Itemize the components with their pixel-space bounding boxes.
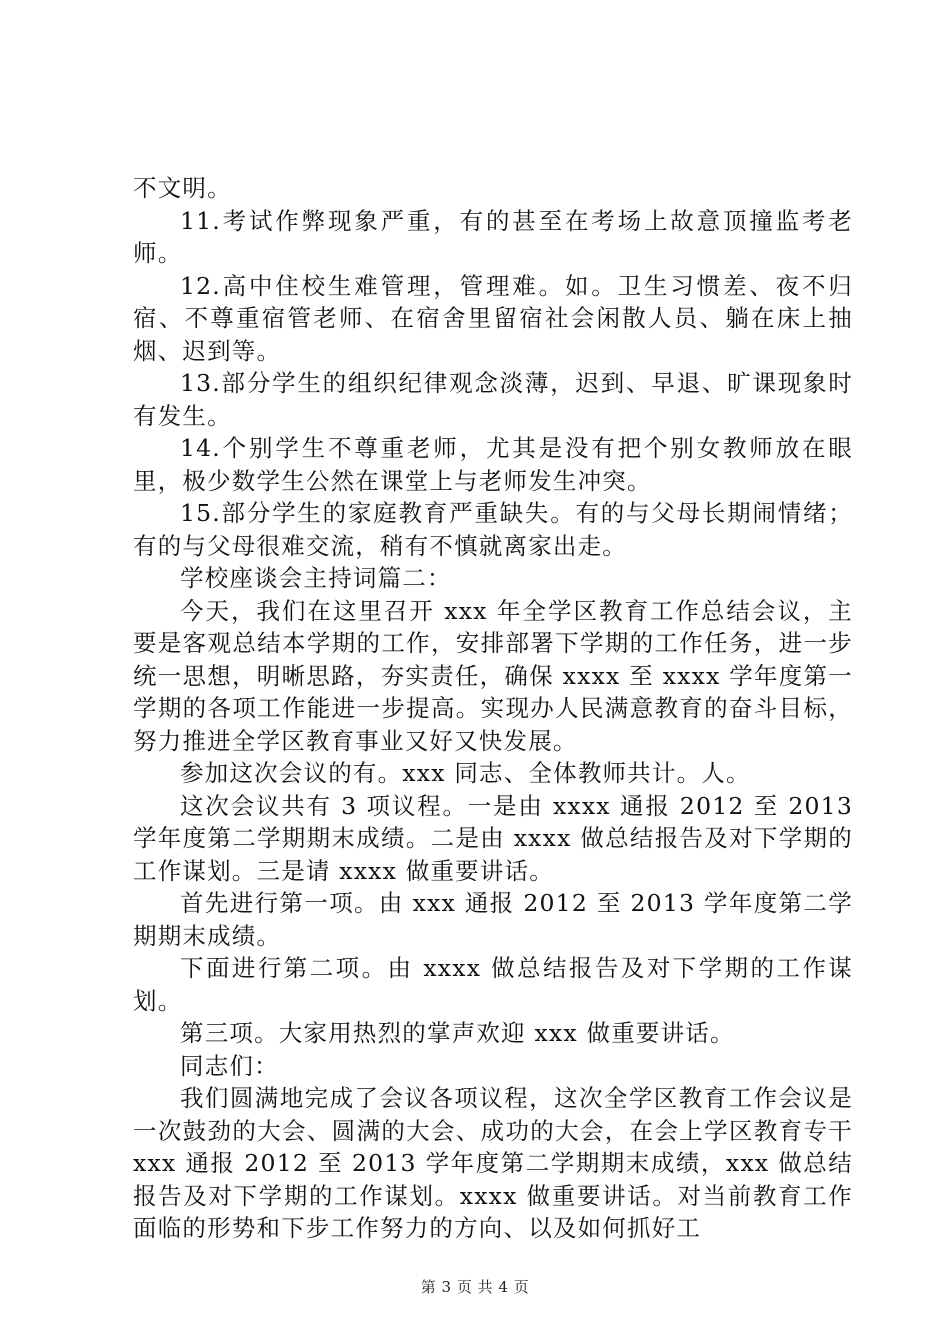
paragraph: 12.高中住校生难管理，管理难。如。卫生习惯差、夜不归宿、不尊重宿管老师、在宿舍里留宿社会闲散人员、躺在床上抽烟、迟到等。 xyxy=(133,271,853,365)
document-body xyxy=(133,172,853,1245)
page-number-footer: 第 3 页 共 4 页 xyxy=(420,1278,530,1296)
paragraph: 11.考试作弊现象严重，有的甚至在考场上故意顶撞监考老师。 xyxy=(133,206,853,267)
paragraph: 下面进行第二项。由 xxxx 做总结报告及对下学期的工作谋划。 xyxy=(133,954,853,1015)
paragraph: 13.部分学生的组织纪律观念淡薄，迟到、早退、旷课现象时有发生。 xyxy=(133,369,853,430)
paragraph: 首先进行第一项。由 xxx 通报 2012 至 2013 学年度第二学期期末成绩。 xyxy=(133,889,853,950)
paragraph: 我们圆满地完成了会议各项议程，这次全学区教育工作会议是一次鼓劲的大会、圆满的大会、成功的大会，在会上学区教育专干 xxx 通报 2012 至 2013 学年度第二学期期末成绩，xxx 做总结报告及对下学期的工作谋划。xxxx 做重要讲话。对当前教育工作面临的形势和下步工作努力的方向、以及如何抓好工 xyxy=(133,1084,853,1242)
paragraph: 这次会议共有 3 项议程。一是由 xxxx 通报 2012 至 2013 学年度第二学期期末成绩。二是由 xxxx 做总结报告及对下学期的工作谋划。三是请 xxxx 做重要讲话。 xyxy=(133,791,853,885)
paragraph: 14.个别学生不尊重老师，尤其是没有把个别女教师放在眼里，极少数学生公然在课堂上与老师发生冲突。 xyxy=(133,434,853,495)
paragraph: 第三项。大家用热烈的掌声欢迎 xxx 做重要讲话。 xyxy=(180,1019,735,1047)
paragraph: 今天，我们在这里召开 xxx 年全学区教育工作总结会议，主要是客观总结本学期的工作，安排部署下学期的工作任务，进一步统一思想，明晰思路，夯实责任，确保 xxxx 至 xxxx 学年度第一学期的各项工作能进一步提高。实现办人民满意教育的奋斗目标，努力推进全学区教育事业又好又快发展。 xyxy=(133,596,853,755)
paragraph: 参加这次会议的有。xxx 同志、全体教师共计。人。 xyxy=(180,759,751,787)
paragraph: 15.部分学生的家庭教育严重缺失。有的与父母长期闹情绪；有的与父母很难交流，稍有不慎就离家出走。 xyxy=(133,499,853,560)
paragraph: 同志们： xyxy=(180,1051,279,1080)
paragraph: 不文明。 xyxy=(133,174,232,202)
section-heading: 学校座谈会主持词篇二： xyxy=(180,564,452,592)
